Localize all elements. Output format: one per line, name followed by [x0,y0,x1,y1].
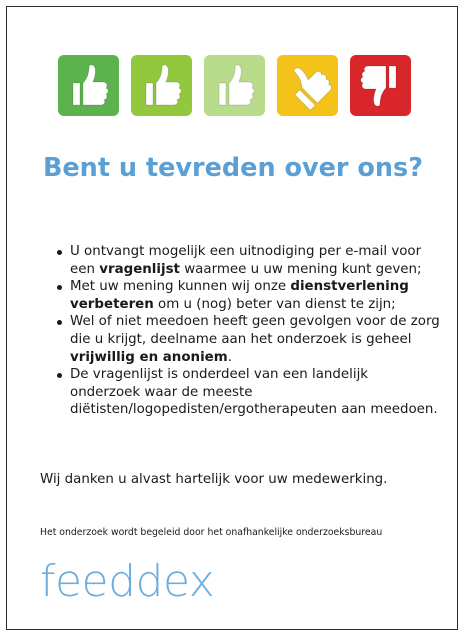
thumbs-sideways-yellow-icon [277,55,338,116]
bullet-text: De vragenlijst is onderdeel van een landelijk onderzoek waar de meeste diëtisten/logopedisten/ergotherapeuten aan meedoen. [70,367,438,418]
rating-icons-row [58,55,411,116]
info-bullet-item [70,243,442,278]
bullet-text: . [227,349,232,365]
feeddex-logo: feeddex [40,556,215,607]
research-bureau-note: Het onderzoek wordt begeleid door het onafhankelijke onderzoeksbureau [40,527,383,538]
info-bullet-list [52,243,442,419]
bullet-text: U ontvangt mogelijk een uitnodiging per e-mail voor een [70,244,422,277]
thumbs-up-dark-green-icon [58,55,119,116]
thumbs-up-light-green-icon [131,55,192,116]
info-bullet-item [70,366,442,419]
thumbs-up-pale-green-icon [204,55,265,116]
bullet-emphasis: vragenlijst [99,261,180,277]
bullet-text: om u (nog) beter van dienst te zijn; [153,296,396,312]
thanks-text: Wij danken u alvast hartelijk voor uw medewerking. [40,472,388,487]
page-title: Bent u tevreden over ons? [42,153,424,183]
bullet-emphasis: dienstverlening verbeteren [70,279,409,312]
bullet-text: Met uw mening kunnen wij onze [70,279,291,295]
bullet-text: Wel of niet meedoen heeft geen gevolgen voor de zorg die u krijgt, deelname aan het onderzoek is geheel [70,314,440,347]
bullet-emphasis: vrijwillig en anoniem [70,349,228,365]
thumbs-down-red-icon [350,55,411,116]
bullet-text: waarmee u uw mening kunt geven; [179,261,422,277]
info-bullet-item [70,313,442,366]
info-bullet-item [70,278,442,313]
